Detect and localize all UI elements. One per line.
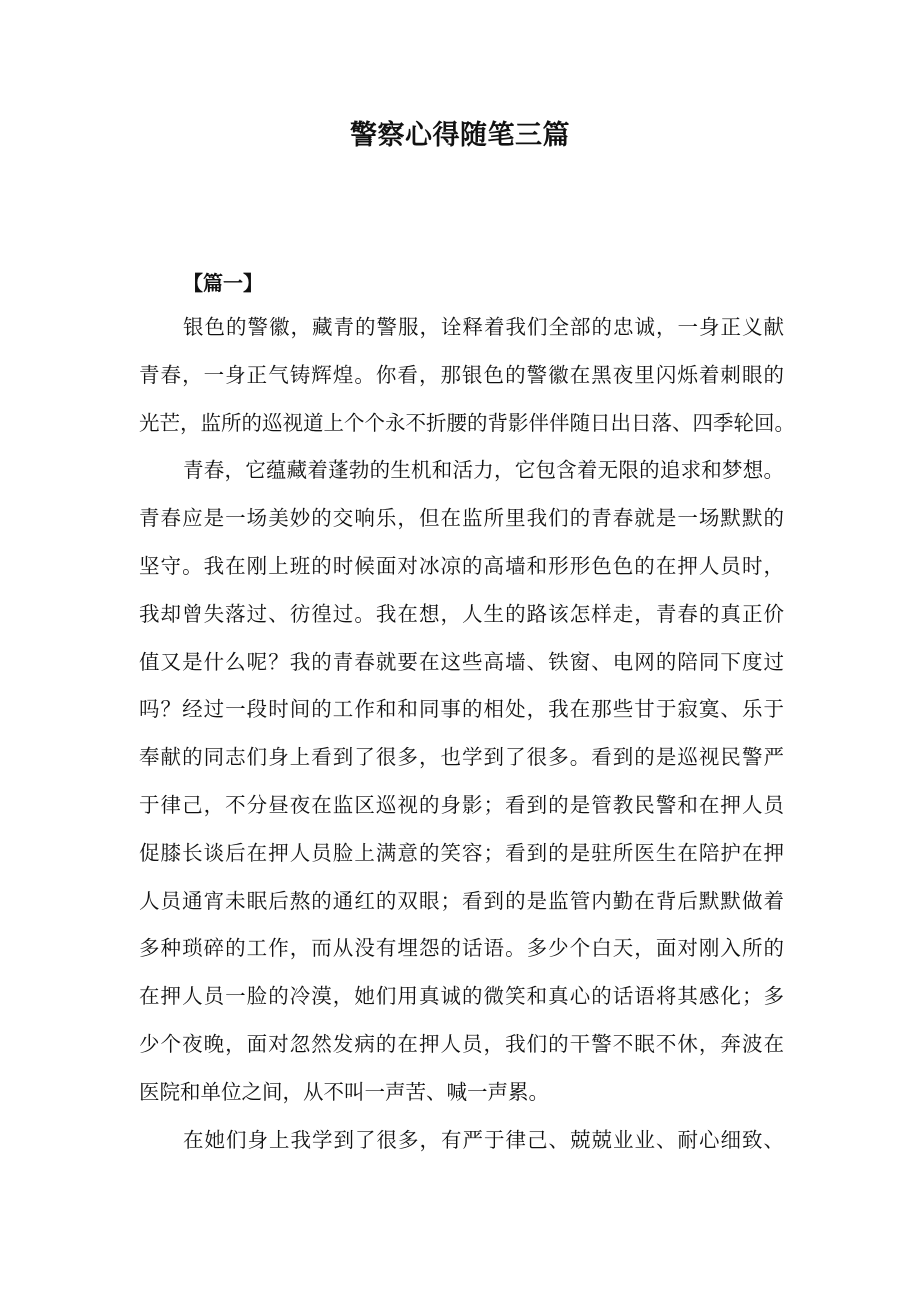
document-title: 警察心得随笔三篇 bbox=[350, 120, 570, 151]
paragraph-line: 医院和单位之间，从不叫一声苦、喊一声累。 bbox=[139, 1079, 549, 1104]
paragraph-line: 促膝长谈后在押人员脸上满意的笑容；看到的是驻所医生在陪护在押 bbox=[139, 840, 784, 865]
paragraph-1 bbox=[139, 304, 795, 447]
paragraph-line: 于律己，不分昼夜在监区巡视的身影；看到的是管教民警和在押人员 bbox=[139, 792, 784, 817]
paragraph-line: 在押人员一脸的冷漠，她们用真诚的微笑和真心的话语将其感化；多 bbox=[139, 984, 784, 1009]
paragraph-line: 吗？经过一段时间的工作和和同事的相处，我在那些甘于寂寞、乐于 bbox=[139, 697, 784, 722]
paragraph-line: 青春，它蕴藏着蓬勃的生机和活力，它包含着无限的追求和梦想。 bbox=[183, 458, 784, 483]
paragraph-line: 在她们身上我学到了很多，有严于律己、兢兢业业、耐心细致、 bbox=[183, 1127, 784, 1152]
paragraph-line: 我却曾失落过、彷徨过。我在想，人生的路该怎样走，青春的真正价 bbox=[139, 601, 784, 626]
paragraph-3 bbox=[139, 1117, 784, 1165]
paragraph-line: 奉献的同志们身上看到了很多，也学到了很多。看到的是巡视民警严 bbox=[139, 745, 784, 770]
paragraph-line: 青春，一身正气铸辉煌。你看，那银色的警徽在黑夜里闪烁着刺眼的 bbox=[139, 362, 784, 387]
paragraph-line: 人员通宵未眠后熬的通红的双眼；看到的是监管内勤在背后默默做着 bbox=[139, 888, 784, 913]
paragraph-line: 多种琐碎的工作，而从没有埋怨的话语。多少个白天，面对刚入所的 bbox=[139, 936, 784, 961]
paragraph-line: 坚守。我在刚上班的时候面对冰凉的高墙和形形色色的在押人员时， bbox=[139, 553, 784, 578]
section-heading: 【篇一】 bbox=[183, 271, 263, 295]
paragraph-2 bbox=[139, 447, 784, 1116]
paragraph-line: 银色的警徽，藏青的警服，诠释着我们全部的忠诚，一身正义献 bbox=[183, 315, 784, 339]
paragraph-line: 少个夜晚，面对忽然发病的在押人员，我们的干警不眠不休，奔波在 bbox=[139, 1031, 784, 1056]
document-body bbox=[139, 263, 795, 1164]
paragraph-line: 值又是什么呢？我的青春就要在这些高墙、铁窗、电网的陪同下度过 bbox=[139, 649, 784, 674]
paragraph-line: 青春应是一场美妙的交响乐，但在监所里我们的青春就是一场默默的 bbox=[139, 506, 784, 531]
paragraph-line: 光芒，监所的巡视道上个个永不折腰的背影伴伴随日出日落、四季轮回。 bbox=[139, 410, 795, 435]
